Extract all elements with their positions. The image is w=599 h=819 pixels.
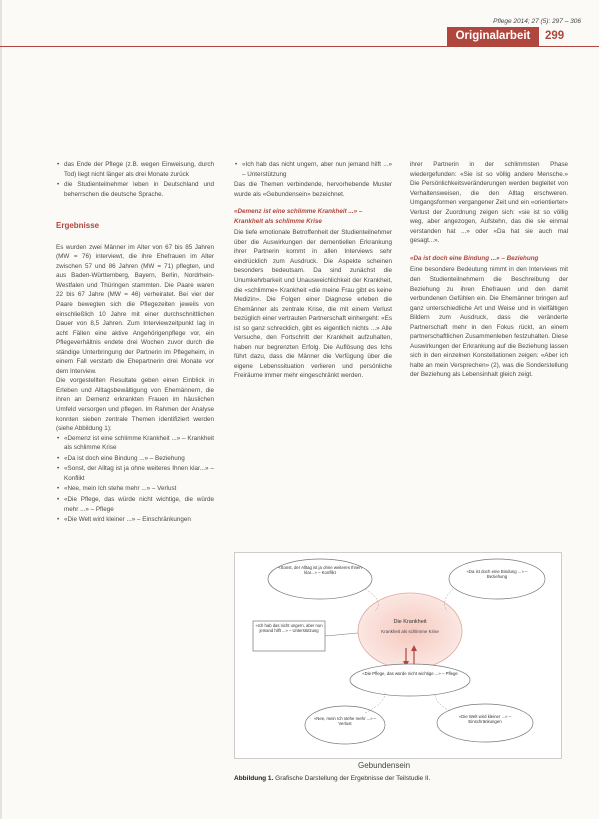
section-tag: Originalarbeit [447,27,539,46]
section-heading: Ergebnisse [56,221,100,231]
list-item: • «Demenz ist eine schlimme Krankheit ...» – Krankheit als schlimme Krise [56,434,214,453]
themes-list-cont [234,160,392,179]
connector [325,633,358,636]
page-edge [0,0,2,819]
diagram-svg [235,553,561,758]
column-3 [410,160,568,380]
list-item: • die Studienteilnehmer leben in Deutschland und beherrschen die deutsche Sprache. [56,180,214,199]
caption-label: Abbildung 1. [234,775,274,782]
paragraph: Es wurden zwei Männer im Alter von 67 bis 85 Jahren (MW = 76) interviewt, die ihre Ehefrauen im Alter zwischen 57 und 86 Jahren (MW = 71) pflegten, und aus Baden-Württemberg, Bayern, Berlin, Nordrhein-Westfalen und Thüringen stammten. Die Paare waren 22 bis 67 Jahre (MW = 46) verheiratet. Bei vier der Paare bewegten sich die Pflegezeiten jeweils von einschließlich 10 Jahre mit einer durchschnittlichen Dauer von 8,5 Jahren. Zum Interviewzeitpunkt lag in acht Fällen eine aktive Angehörigenpflege vor, ein Pflegeverhältnis endete drei Wochen zuvor durch die ständige Unterbringung der Partnerin im Pflegeheim, in einem Fall verstarb die Ehepartnerin drei Monate vor dem Interview. [56,243,214,375]
paragraph: Das die Themen verbindende, hervorhebende Muster wurde als «Gebundensein» bezeichnet. [234,181,392,198]
node-label: «Ich hab das nicht ungern, aber nun jemand hilft ...» – Unterstützung [255,623,323,634]
subsection-heading: «Da ist doch eine Bindung ...» – Beziehung [410,254,539,262]
node-label: «Sonst, der Alltag ist ja ohne weiteres Ihnen klar...» – Konflikt [278,565,362,576]
journal-reference: Pflege 2014; 27 (5): 297 – 306 [493,18,581,25]
list-item: • «Da ist doch eine Bindung ...» – Beziehung [56,454,214,464]
node-label: «Da ist doch eine Bindung ...» – Beziehung [466,569,528,580]
center-title: Die Krankheit [393,619,427,625]
list-item: • «Nee, mein Ich stehe mehr ...» – Verlust [56,484,214,494]
center-subtitle: Krankheit als schlimme Krise [381,629,439,634]
node-label: «Nee, mein Ich stehe mehr ...» – Verlust [313,716,377,727]
node-label: «Die Pflege, das würde nicht wichtige ...» – Pflege [362,671,458,676]
page-number: 299 [545,30,565,42]
figure-diagram [234,552,562,759]
paragraph: Die tiefe emotionale Betroffenheit der Studienteilnehmer über die Auswirkungen der dementiellen Erkrankung ihrer Partnerin kommt in allen Interviews sehr eindrücklich zum Ausdruck. Die Aspekte scheinen besonders bedeutsam. Da sind zunächst die Unumkehrbarkeit und Unausweichlichkeit der Krankheit, die «schlimme» Krankheit «die meine Frau gibt es keine Medizin». Die Folgen einer Diagnose erleben die Ehemänner als zentrale Krise, die mit einem Verlust bezüglich einer vertrauten Partnerschaft einhergeht: «Es ist so ganz schrecklich, gibt es eigentlich nichts ...» Alle Versuche, den Fortschritt der Krankheit aufzuhalten, haben nur begrenzten Erfolg. Die Auflösung des Ichs führt dazu, dass die Männer die Verfügung über die eigene Lebenssituation verlieren und persönliche Freiräume immer mehr eingeschränkt werden. [234,229,392,380]
paragraph: Eine besondere Bedeutung nimmt in den Interviews mit den Studienteilnehmern die Beschreibung der Beziehung zu ihren Ehefrauen und den damit verbundenen Gefühlen ein. Die Ehemänner bringen auf ganz unterschiedliche Art und Weise und in vielfältigen Bildern zum Ausdruck, dass die veränderte Partnerschaft mehr in den Fokus rückt, an einem partnerschaftlichen Zusammenleben festzuhalten. Diese Auswirkungen der Erkrankung auf die Beziehung lassen sich in den einzelnen Konstellationen zeigen: «Aber ich halte an mein Versprechen» (2), was die Sonderstellung der Beziehung als Lebensinhalt gleich zeigt. [410,266,568,379]
paragraph: Die vorgestellten Resultate geben einen Einblick in Erleben und Alltagsbewältigung von Ehemännern, die ihren an Demenz erkrankten Frauen im häuslichen Umfeld versorgen und pflegen. Im Rahmen der Analyse konnten sieben zentrale Themen identifiziert werden (siehe Abbildung 1): [56,377,214,433]
connector [435,694,450,711]
list-item: • «Die Pflege, das würde nicht wichtige, die würde mehr ...» – Pflege [56,495,214,514]
column-2 [234,160,392,381]
column-1 [56,160,214,526]
list-item: • «Sonst, der Alltag ist ja ohne weiteres Ihnen klar...» – Konflikt [56,464,214,483]
inclusion-criteria-list [56,160,214,199]
figure-outer-label: Gebundensein [358,761,411,770]
header-rule [0,46,599,47]
paragraph: ihrer Partnerin in der schlimmsten Phase wiedergefunden: «Sie ist so völlig andere Mensche.» Die Persönlichkeitsveränderungen werden begleitet von Verhaltensweisen, die den Alltag erschweren. Umgangsformen vergangener Zeit und ein «orientierter» Verlust der Zuordnung zeigen sich: «sie ist so völlig weg, aber angezogen, Aufstehn, das die sie einmal verstanden hat ...» oder «Da hat sie auch mal gesagt...». [410,161,568,245]
list-item: • «Die Welt wird kleiner ...» – Einschränkungen [56,515,214,525]
subsection-heading: «Demenz ist eine schlimme Krankheit ...» – Krankheit als schlimme Krise [234,208,363,225]
list-item: • «Ich hab das nicht ungern, aber nun jemand hilft ...» – Unterstützung [234,160,392,179]
figure-caption [234,775,574,782]
themes-list [56,434,214,525]
node-label: «Die Welt wird kleiner ...» – Einschränkungen [458,714,512,725]
list-item: • das Ende der Pflege (z.B. wegen Einweisung, durch Tod) liegt nicht länger als drei Monate zurück [56,160,214,179]
caption-text: Grafische Darstellung der Ergebnisse der Teilstudie II. [273,775,431,782]
